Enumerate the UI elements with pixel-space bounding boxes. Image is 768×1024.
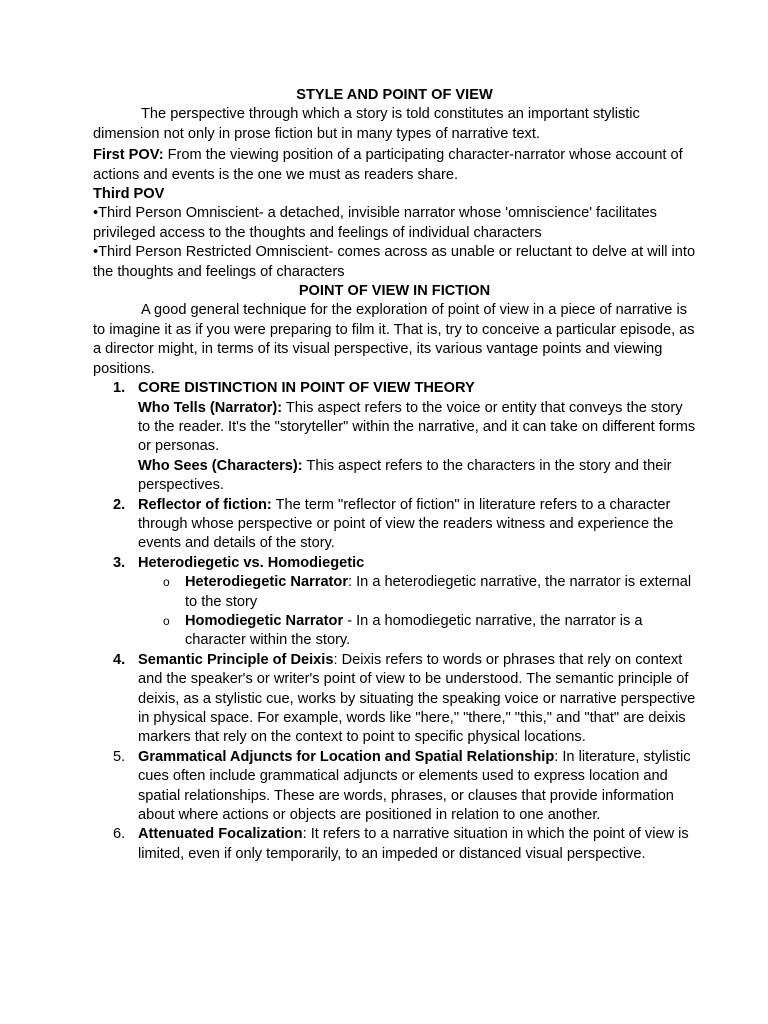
page-title: STYLE AND POINT OF VIEW	[296, 87, 493, 103]
sub-bullet: o	[163, 575, 170, 590]
first-pov-paragraph	[93, 146, 696, 185]
third-pov-heading: Third POV	[93, 186, 165, 203]
section2-intro-paragraph: A good general technique for the exploration of point of view in a piece of narrative is to imagine it as if you were preparing to film it. That is, try to conceive a particular episode, as a director might, in terms of its visual perspective, its various vantage points and viewing positions.	[93, 302, 695, 377]
list-item	[93, 379, 696, 495]
list-item	[93, 554, 696, 651]
list-item-text: The term "reflector of fiction" in literature refers to a character through whose perspective or point of view the readers witness and experience the events and details of the story.	[138, 496, 674, 552]
list-item	[93, 748, 696, 826]
sub-item-text: - In a homodiegetic narrative, the narrator is a character within the story.	[185, 612, 643, 649]
list-item	[93, 825, 696, 864]
list-number: 3.	[113, 554, 126, 571]
sub-item-label: Heterodiegetic Narrator	[185, 574, 349, 591]
who-tells-text: This aspect refers to the voice or entity that conveys the story to the reader. It's the "storyteller" within the narrative, and it can take on different forms or personas.	[138, 399, 696, 455]
list-number: 1.	[113, 380, 126, 397]
section-heading-pov-fiction: POINT OF VIEW IN FICTION	[298, 283, 491, 300]
list-number: 5.	[113, 748, 126, 765]
list-item	[93, 651, 696, 748]
who-sees-label: Who Sees (Characters):	[138, 457, 303, 474]
list-number: 6.	[113, 826, 126, 843]
sub-bullet: o	[163, 613, 170, 628]
list-number: 4.	[113, 651, 126, 668]
first-pov-label: First POV:	[93, 147, 164, 164]
numbered-list	[93, 379, 696, 864]
list-item-text: : In literature, stylistic cues often include grammatical adjuncts or elements used to express location and spatial relationships. These are words, phrases, or clauses that provide information about where actions or objects are positioned in relation to one another.	[138, 748, 691, 824]
sub-item-text: : In a heterodiegetic narrative, the narrator is external to the story	[185, 574, 692, 610]
list-item-label: Attenuated Focalization	[138, 826, 303, 843]
sub-item-label: Homodiegetic Narrator	[185, 612, 344, 629]
list-item-heading: Heterodiegetic vs. Homodiegetic	[138, 554, 365, 571]
who-tells-paragraph	[138, 399, 696, 457]
intro-paragraph: The perspective through which a story is told constitutes an important stylistic dimension not only in prose fiction but in many types of narrative text.	[93, 106, 640, 142]
list-item	[93, 496, 696, 554]
sub-list-item	[138, 612, 696, 651]
list-item-label: Grammatical Adjuncts for Location and Spatial Relationship	[138, 748, 555, 765]
list-item-heading: CORE DISTINCTION IN POINT OF VIEW THEORY	[138, 380, 475, 397]
list-item-label: Reflector of fiction:	[138, 496, 272, 513]
third-pov-item-omniscient: •Third Person Omniscient- a detached, invisible narrator whose 'omniscience' facilitates privileged access to the thoughts and feelings of individual characters	[93, 205, 657, 241]
third-pov-item-restricted: •Third Person Restricted Omniscient- comes across as unable or reluctant to delve at will into the thoughts and feelings of characters	[93, 244, 696, 280]
list-item-text: : Deixis refers to words or phrases that rely on context and the speaker's or writer's point of view to be understood. The semantic principle of deixis, as a stylistic cue, works by situating the speaking voice or narrative perspective in physical space. For example, words like "here," "there," "this," and "that" are deixis markers that rely on the context to point to specific physical locations.	[138, 651, 696, 746]
list-number: 2.	[113, 496, 126, 513]
first-pov-text: From the viewing position of a participating character-narrator whose account of actions and events is the one we must as readers share.	[93, 147, 683, 183]
list-item-label: Semantic Principle of Deixis	[138, 651, 334, 668]
sub-list-item	[138, 573, 696, 612]
who-tells-label: Who Tells (Narrator):	[138, 399, 283, 416]
list-item-text: : It refers to a narrative situation in which the point of view is limited, even if only temporarily, to an impeded or distanced visual perspective.	[138, 826, 689, 862]
who-sees-text: This aspect refers to the characters in the story and their perspectives.	[138, 457, 672, 494]
sub-list	[138, 573, 696, 651]
who-sees-paragraph	[138, 457, 696, 496]
